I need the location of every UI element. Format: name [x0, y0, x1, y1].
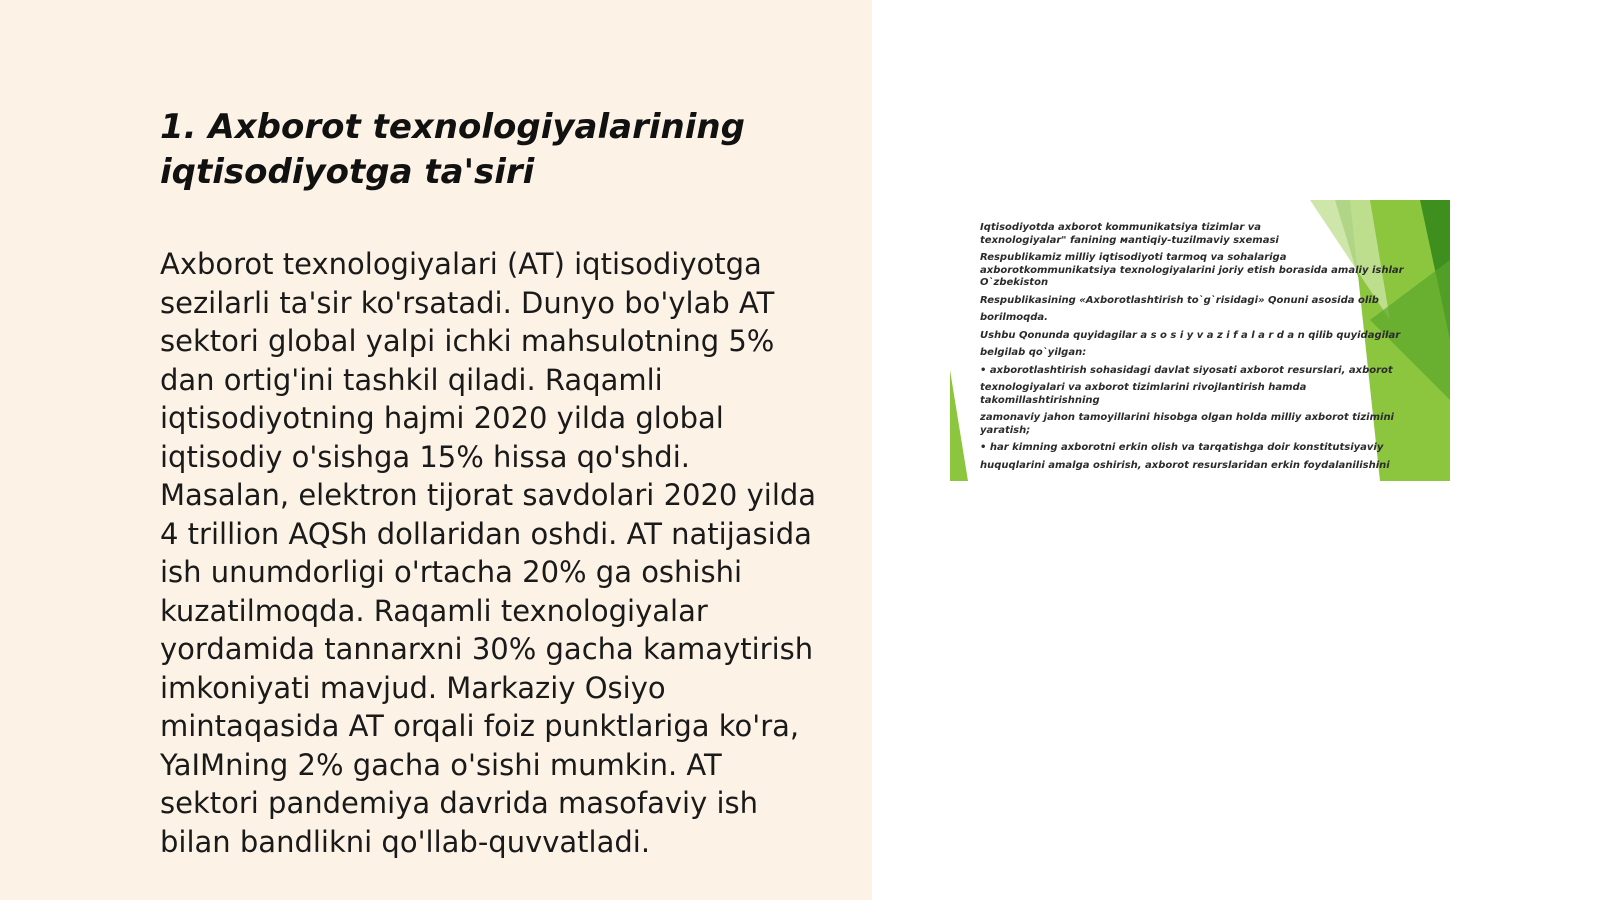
body-line: YaIMning 2% gacha o'sishi mumkin. AT	[160, 747, 722, 782]
image-text-line: takomillashtirishning	[980, 394, 1100, 406]
image-text-line: • har kimning axborotni erkin olish va tarqatishga doir konstitutsiyaviy	[980, 442, 1384, 453]
image-text-line: belgilab qo`yilgan:	[980, 347, 1087, 358]
image-text-block	[980, 222, 1430, 472]
body-line: dan ortig'ini tashkil qiladi. Raqamli	[160, 362, 663, 397]
image-text-line: O`zbekiston	[980, 277, 1049, 288]
image-text-line: huquqlarini amalga oshirish, axborot resurslaridan erkin foydalanilishini	[980, 459, 1390, 471]
body-line: kuzatilmoqda. Raqamli texnologiyalar	[160, 593, 708, 628]
image-text-line: yaratish;	[980, 424, 1031, 436]
green-corner-left	[950, 370, 968, 481]
body-line: sektori global yalpi ichki mahsulotning 5%	[160, 324, 775, 358]
image-text-line: borilmoqda.	[980, 312, 1048, 323]
body-line: imkoniyati mavjud. Markaziy Osiyo	[160, 670, 666, 705]
body-line: ish unumdorligi o'rtacha 20% ga oshishi	[160, 555, 743, 589]
body-line: Masalan, elektron tijorat savdolari 2020 yilda	[160, 478, 817, 512]
body-line: iqtisodiyotning hajmi 2020 yilda global	[160, 401, 724, 435]
slide-title	[160, 105, 820, 195]
body-line: iqtisodiy o'sishga 15% hissa qo'shdi.	[160, 439, 690, 474]
body-line: bilan bandlikni qo'llab-quvvatladi.	[160, 824, 651, 859]
slide-title-line: 1. Axborot texnologiyalarining	[160, 107, 745, 147]
body-line: yordamida tannarxni 30% gacha kamaytirish	[160, 632, 814, 666]
embedded-slide-image	[950, 200, 1450, 481]
body-line: sektori pandemiya davrida masofaviy ish	[160, 786, 759, 820]
image-text-line: Ushbu Qonunda quyidagilar a s o s i y v a z i f a l a r d a n qilib quyidagilar	[980, 329, 1401, 341]
body-line: 4 trillion AQSh dollaridan oshdi. AT natijasida	[160, 516, 812, 551]
image-text-line: texnologiyalari va axborot tizimlarini rivojlantirish hamda	[980, 382, 1307, 393]
image-text-line: axborotkommunikatsiya texnologiyalarini joriy etish borasida amaliy ishlar	[980, 264, 1404, 276]
body-line: mintaqasida AT orqali foiz punktlariga ko'ra,	[160, 709, 800, 743]
image-text-line: texnologiyalar" fanining мantiqiy-tuzilmaviy sxemasi	[980, 234, 1279, 246]
image-text-line: Respublikasining «Axborotlashtirish to`g`risidagi» Qonuni asosida olib	[980, 294, 1379, 306]
image-text-line: Respublikamiz milliy iqtisodiyoti tarmoq va sohalariga	[980, 252, 1287, 263]
slide-body-text	[160, 245, 840, 861]
image-text-line: Iqtisodiyotda axborot kommunikatsiya tizimlar va	[980, 222, 1262, 233]
body-line: Axborot texnologiyalari (AT) iqtisodiyotga	[160, 247, 762, 281]
body-line: sezilarli ta'sir ko'rsatadi. Dunyo bo'ylab AT	[160, 285, 775, 320]
slide-title-line: iqtisodiyotga ta'siri	[160, 152, 535, 192]
image-text-line: zamonaviy jahon tamoyillarini hisobga olgan holda milliy axborot tizimini	[980, 412, 1394, 423]
image-text-line: • axborotlashtirish sohasidagi davlat siyosati axborot resurslari, axborot	[980, 364, 1393, 376]
